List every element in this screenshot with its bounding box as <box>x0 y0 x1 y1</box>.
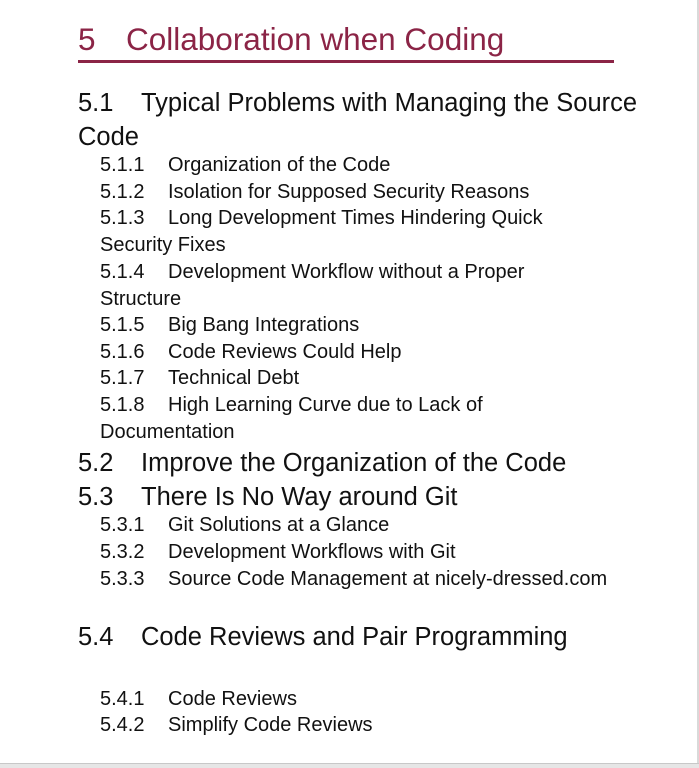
toc-subsection-5-3-3[interactable] <box>100 566 610 593</box>
toc-subsection-5-1-5[interactable] <box>100 312 610 339</box>
section-number: 5.3 <box>78 483 114 511</box>
subsection-number: 5.3.2 <box>100 541 145 563</box>
toc-subsection-5-3-1[interactable] <box>100 512 610 539</box>
toc-section-5-2[interactable] <box>78 446 638 480</box>
toc-section-5-3[interactable] <box>78 480 638 514</box>
chapter-heading[interactable] <box>78 18 614 63</box>
toc-subsection-5-1-1[interactable] <box>100 152 610 179</box>
subsection-title: Long Development Times Hindering Quick Security Fixes <box>100 207 543 256</box>
toc-subsection-5-1-6[interactable] <box>100 339 610 366</box>
subsection-title: Isolation for Supposed Security Reasons <box>168 181 530 203</box>
toc-section-5-1[interactable] <box>78 86 638 154</box>
subsection-number: 5.1.5 <box>100 314 145 336</box>
toc-subsection-5-1-8[interactable] <box>100 392 610 446</box>
subsection-number: 5.1.3 <box>100 207 145 229</box>
section-title: There Is No Way around Git <box>141 483 458 511</box>
subsection-title: Git Solutions at a Glance <box>168 514 390 536</box>
section-number: 5.4 <box>78 623 114 651</box>
subsection-number: 5.1.7 <box>100 367 145 389</box>
chapter-number: 5 <box>78 21 96 57</box>
toc-subsection-5-3-2[interactable] <box>100 539 610 566</box>
chapter-title: Collaboration when Coding <box>126 21 505 57</box>
section-title: Improve the Organization of the Code <box>141 449 567 477</box>
section-title: Typical Problems with Managing the Source Code <box>78 89 638 151</box>
subsection-number: 5.3.3 <box>100 568 145 590</box>
subsection-number: 5.3.1 <box>100 514 145 536</box>
toc-subsection-5-1-3[interactable] <box>100 205 610 259</box>
section-number: 5.2 <box>78 449 114 477</box>
section-title: Code Reviews and Pair Programming <box>141 623 568 651</box>
subsection-title: Development Workflow without a Proper Structure <box>100 261 525 310</box>
subsection-number: 5.4.2 <box>100 714 145 736</box>
subsection-title: Big Bang Integrations <box>168 314 360 336</box>
subsection-number: 5.1.6 <box>100 341 145 363</box>
subsection-title: Code Reviews <box>168 688 297 710</box>
toc-subsection-5-4-2[interactable] <box>100 712 610 739</box>
subsection-title: Source Code Management at nicely-dressed.com <box>168 568 608 590</box>
subsection-title: Simplify Code Reviews <box>168 714 373 736</box>
toc-section-5-4[interactable] <box>78 620 638 654</box>
subsection-number: 5.4.1 <box>100 688 145 710</box>
subsection-title: Development Workflows with Git <box>168 541 456 563</box>
section-number: 5.1 <box>78 89 114 117</box>
toc-subsection-5-1-7[interactable] <box>100 365 610 392</box>
toc-subsection-5-4-1[interactable] <box>100 686 610 713</box>
toc-subsection-5-1-2[interactable] <box>100 179 610 206</box>
subsection-title: High Learning Curve due to Lack of Documentation <box>100 394 483 443</box>
subsection-title: Technical Debt <box>168 367 300 389</box>
subsection-number: 5.1.8 <box>100 394 145 416</box>
toc-subsection-5-1-4[interactable] <box>100 259 610 313</box>
subsection-number: 5.1.2 <box>100 181 145 203</box>
subsection-number: 5.1.1 <box>100 154 145 176</box>
subsection-title: Code Reviews Could Help <box>168 341 402 363</box>
subsection-number: 5.1.4 <box>100 261 145 283</box>
page-bottom-edge <box>0 763 699 768</box>
subsection-title: Organization of the Code <box>168 154 391 176</box>
